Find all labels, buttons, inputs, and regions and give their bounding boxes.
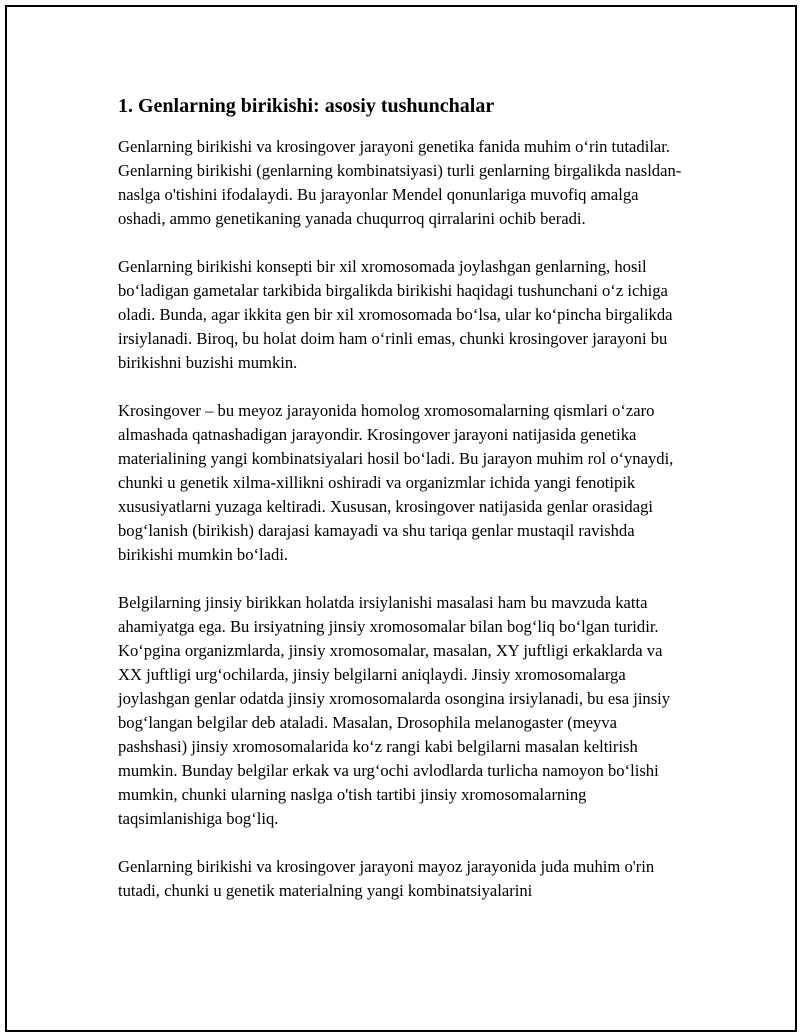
paragraph-3: Krosingover – bu meyoz jarayonida homolog xromosomalarning qismlari o‘zaro almashada qatnashadigan jarayondir. Krosingover jarayoni natijasida genetika materialining yangi kombinatsiyalari hosil bo‘ladi. Bu jarayon muhim rol o‘ynaydi, chunki u genetik xilma-xillikni oshiradi va organizmlar ichida yangi fenotipik xususiyatlarni yuzaga keltiradi. Xususan, krosingover natijasida genlar orasidagi bog‘lanish (birikish) darajasi kamayadi va shu tariqa genlar mustaqil ravishda birikishi mumkin bo‘ladi. <box>118 401 674 564</box>
document-body <box>118 92 686 927</box>
paragraph-4: Belgilarning jinsiy birikkan holatda irsiylanishi masalasi ham bu mavzuda katta ahamiyatga ega. Bu irsiyatning jinsiy xromosomalar bilan bog‘liq bo‘lgan turidir. Ko‘pgina organizmlarda, jinsiy xromosomalar, masalan, XY juftligi erkaklarda va XX juftligi urg‘ochilarda, jinsiy belgilarni aniqlaydi. Jinsiy xromosomalarga joylashgan genlar odatda jinsiy xromosomalarda osongina irsiylanadi, bu esa jinsiy bog‘langan belgilar deb ataladi. Masalan, Drosophila melanogaster (meyva pashshasi) jinsiy xromosomalarida ko‘z rangi kabi belgilarni masalan keltirish mumkin. Bunday belgilar erkak va urg‘ochi avlodlarda turlicha namoyon bo‘lishi mumkin, chunki ularning naslga o'tish tartibi jinsiy xromosomalarning taqsimlanishiga bog‘liq. <box>118 593 671 828</box>
section-heading: 1. Genlarning birikishi: asosiy tushunchalar <box>118 95 495 117</box>
paragraph-2: Genlarning birikishi konsepti bir xil xromosomada joylashgan genlarning, hosil bo‘ladigan gametalar tarkibida birgalikda birikishi haqidagi tushunchani o‘z ichiga oladi. Bunda, agar ikkita gen bir xil xromosomada bo‘lsa, ular ko‘pincha birgalikda irsiylanadi. Biroq, bu holat doim ham o‘rinli emas, chunki krosingover jarayoni bu birikishni buzishi mumkin. <box>118 257 673 372</box>
paragraph-1: Genlarning birikishi va krosingover jarayoni genetika fanida muhim o‘rin tutadilar. Genlarning birikishi (genlarning kombinatsiyasi) turli genlarning birgalikda nasldan-naslga o'tishini ifodalaydi. Bu jarayonlar Mendel qonunlariga muvofiq amalga oshadi, ammo genetikaning yanada chuqurroq qirralarini ochib beradi. <box>118 137 682 228</box>
paragraph-5: Genlarning birikishi va krosingover jarayoni mayoz jarayonida juda muhim o'rin tutadi, chunki u genetik materialning yangi kombinatsiyalarini <box>118 857 655 900</box>
